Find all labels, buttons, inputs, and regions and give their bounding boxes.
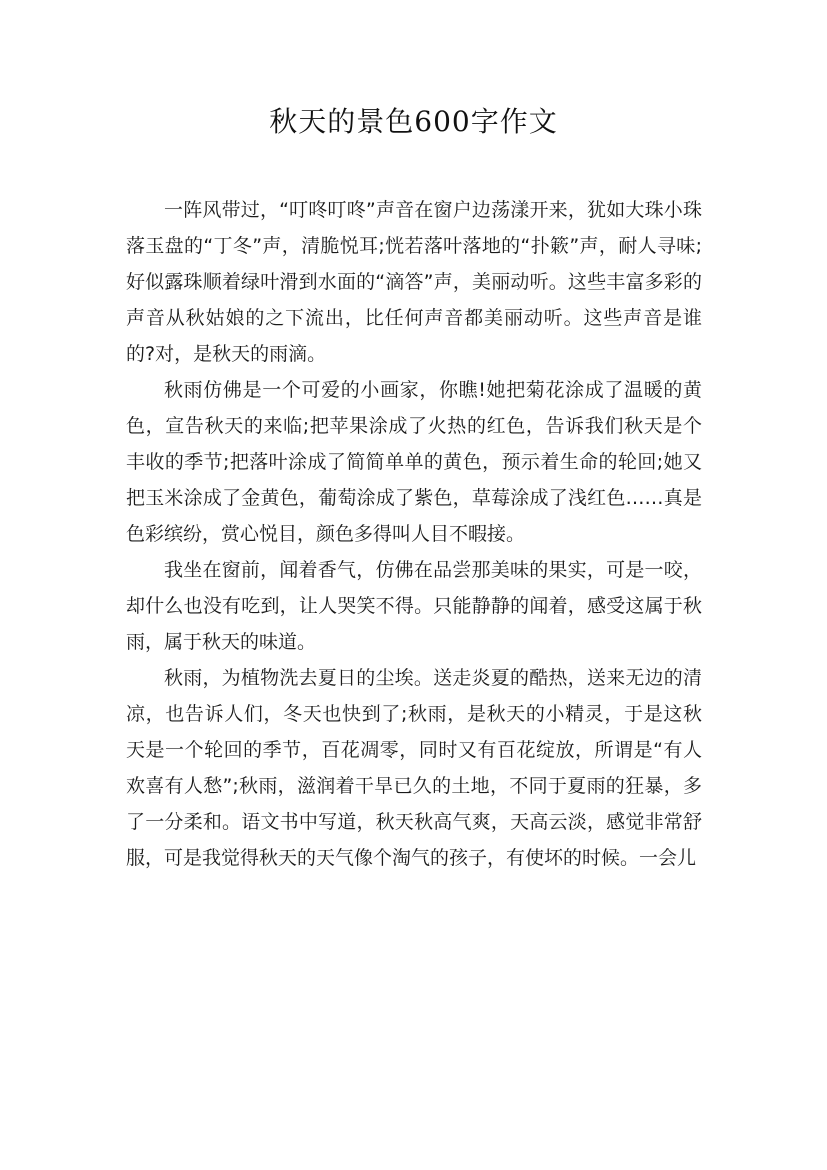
paragraph-2: 秋雨仿佛是一个可爱的小画家，你瞧!她把菊花涂成了温暖的黄色，宣告秋天的来临;把苹果涂成了火热的红色，告诉我们秋天是个丰收的季节;把落叶涂成了简简单单的黄色，预示着生命的轮回;她又把玉米涂成了金黄色，葡萄涂成了紫色，草莓涂成了浅红色……真是色彩缤纷，赏心悦目，颜色多得叫人目不暇接。: [126, 379, 702, 545]
paragraph-1: 一阵风带过，“叮咚叮咚”声音在窗户边荡漾开来，犹如大珠小珠落玉盘的“丁冬”声，清脆悦耳;恍若落叶落地的“扑簌”声，耐人寻味;好似露珠顺着绿叶滑到水面的“滴答”声，美丽动听。这些丰富多彩的声音从秋姑娘的之下流出，比任何声音都美丽动听。这些声音是谁的?对，是秋天的雨滴。: [126, 199, 702, 365]
paragraph-3: 我坐在窗前，闻着香气，仿佛在品尝那美味的果实，可是一咬，却什么也没有吃到，让人哭笑不得。只能静静的闻着，感受这属于秋雨，属于秋天的味道。: [126, 559, 702, 653]
document-body: [126, 192, 702, 876]
paragraph-4: 秋雨，为植物洗去夏日的尘埃。送走炎夏的酷热，送来无边的清凉，也告诉人们，冬天也快到了;秋雨，是秋天的小精灵，于是这秋天是一个轮回的季节，百花凋零，同时又有百花绽放，所谓是“有人欢喜有人愁”;秋雨，滋润着干旱已久的土地，不同于夏雨的狂暴，多了一分柔和。语文书中写道，秋天秋高气爽，天高云淡，感觉非常舒服，可是我觉得秋天的天气像个淘气的孩子，有使坏的时候。一会儿: [126, 667, 702, 869]
document-title: 秋天的景色600字作文: [269, 105, 558, 138]
